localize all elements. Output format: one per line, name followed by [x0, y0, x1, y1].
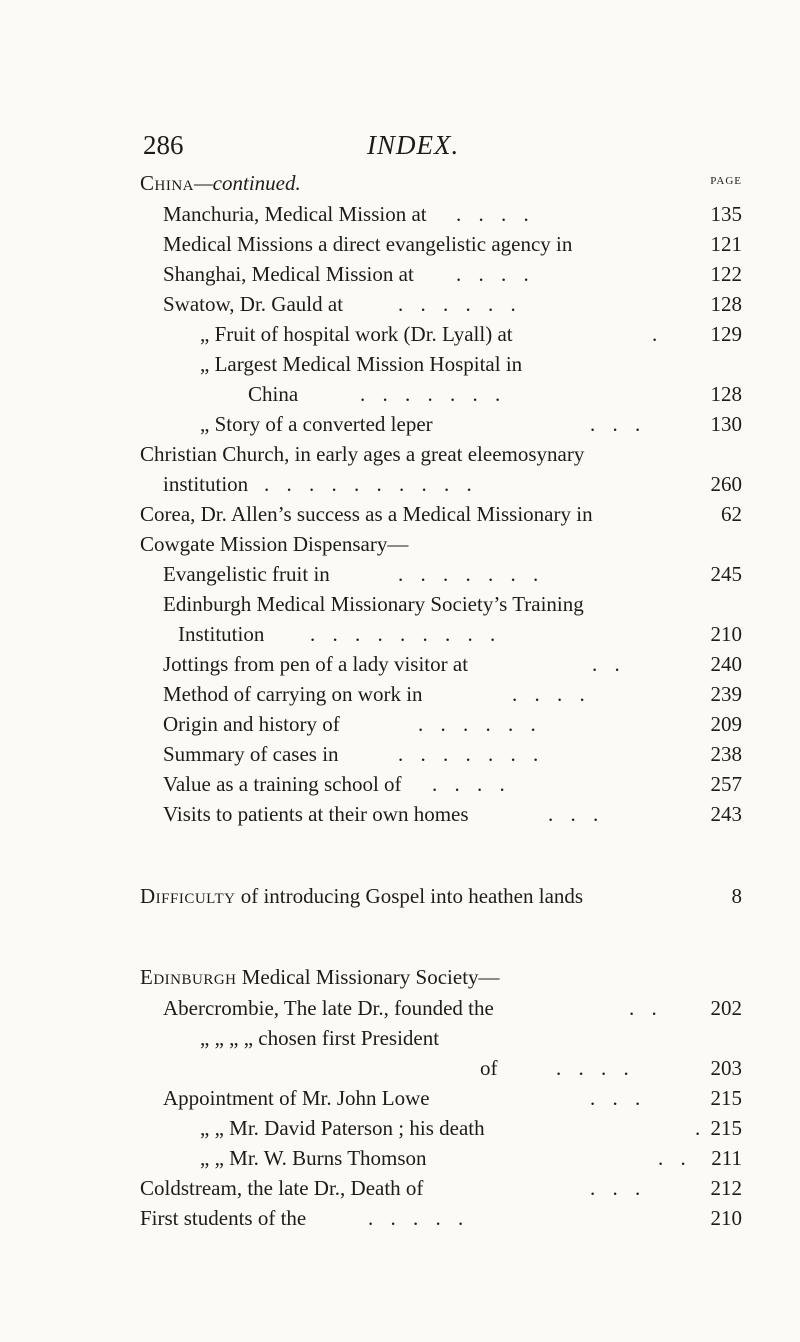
page-column-label: PAGE [710, 175, 742, 187]
index-entry: Christian Church, in early ages a great eleemosynary [140, 442, 585, 466]
index-entry: of . . . . 203 [480, 1056, 742, 1080]
heading-continued: —continued. [194, 171, 301, 195]
index-entry: Manchuria, Medical Mission at . . . . 135 [163, 202, 742, 226]
index-entry: Visits to patients at their own homes . . . 243 [163, 802, 742, 826]
index-entry: Appointment of Mr. John Lowe . . . 215 [163, 1086, 742, 1110]
index-entry: Edinburgh Medical Missionary Society’s Training [163, 592, 584, 616]
index-entry: „ „ Mr. David Paterson ; his death . 215 [200, 1116, 742, 1140]
index-entry: Cowgate Mission Dispensary— [140, 532, 409, 556]
index-entry: Origin and history of . . . . . . 209 [163, 712, 742, 736]
index-entry: „ „ „ „ chosen first President [200, 1026, 440, 1050]
page-number: 286 [143, 130, 184, 160]
section-heading-china [0, 168, 800, 198]
index-entry: Jottings from pen of a lady visitor at . . 240 [163, 652, 742, 676]
page-header [143, 130, 743, 170]
index-entry: Method of carrying on work in . . . . 239 [163, 682, 742, 706]
index-entry: Institution . . . . . . . . . 210 [178, 622, 742, 646]
index-entry: First students of the . . . . . 210 [140, 1206, 742, 1230]
heading-difficulty: Difficulty [140, 884, 236, 908]
index-entry: Coldstream, the late Dr., Death of . . . 212 [140, 1176, 742, 1200]
index-entry: institution . . . . . . . . . . 260 [163, 472, 742, 496]
index-entry: Evangelistic fruit in . . . . . . . 245 [163, 562, 742, 586]
index-entry: Shanghai, Medical Mission at . . . . 122 [163, 262, 742, 286]
heading-china: China [140, 171, 194, 195]
index-entry-difficulty: Difficulty of introducing Gospel into heathen lands 8 [140, 884, 742, 908]
index-entry: Medical Missions a direct evangelistic agency in 121 [163, 232, 742, 256]
index-entry: China . . . . . . . 128 [248, 382, 742, 406]
index-entry: „ Story of a converted leper . . . 130 [200, 412, 742, 436]
index-entry: „ „ Mr. W. Burns Thomson . . 211 [200, 1146, 742, 1170]
section-heading-edinburgh: Edinburgh Medical Missionary Society— [140, 965, 500, 989]
index-entry: Value as a training school of . . . . 257 [163, 772, 742, 796]
index-entry: „ Largest Medical Mission Hospital in [200, 352, 523, 376]
running-title: INDEX. [367, 130, 460, 160]
index-entry: Abercrombie, The late Dr., founded the . . 202 [163, 996, 742, 1020]
index-entry: „ Fruit of hospital work (Dr. Lyall) at . 129 [200, 322, 742, 346]
index-entry: Summary of cases in . . . . . . . 238 [163, 742, 742, 766]
index-entry: Swatow, Dr. Gauld at . . . . . . 128 [163, 292, 742, 316]
heading-edinburgh: Edinburgh [140, 965, 237, 989]
index-entry: Corea, Dr. Allen’s success as a Medical Missionary in 62 [140, 502, 742, 526]
